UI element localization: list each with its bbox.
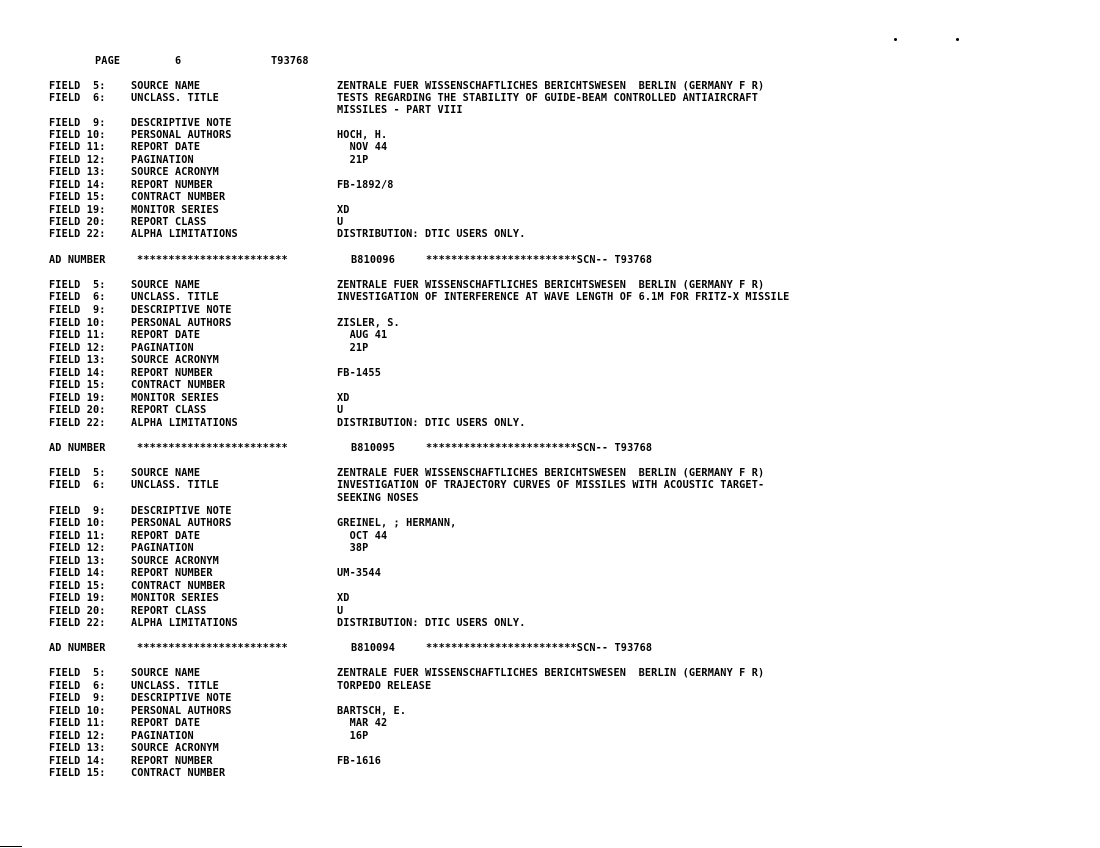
field-name: PERSONAL AUTHORS — [131, 518, 232, 529]
field-label: FIELD 6: — [49, 292, 106, 303]
field-name: PAGINATION — [131, 155, 194, 166]
field-value: FB-1616 — [337, 756, 381, 767]
field-label: FIELD 9: — [49, 305, 106, 316]
field-name: PAGINATION — [131, 543, 194, 554]
field-name: UNCLASS. TITLE — [131, 292, 219, 303]
field-name: DESCRIPTIVE NOTE — [131, 506, 232, 517]
field-value: ZENTRALE FUER WISSENSCHAFTLICHES BERICHTSWESEN BERLIN (GERMANY F R) — [337, 468, 765, 479]
field-label: FIELD 20: — [49, 606, 106, 617]
field-value: ZISLER, S. — [337, 318, 400, 329]
field-label: FIELD 5: — [49, 668, 106, 679]
field-label: FIELD 11: — [49, 718, 106, 729]
field-value: U — [337, 217, 344, 228]
field-value: ZENTRALE FUER WISSENSCHAFTLICHES BERICHTSWESEN BERLIN (GERMANY F R) — [337, 668, 765, 679]
field-value: FB-1892/8 — [337, 180, 394, 191]
ad-stars-left: ************************ — [137, 443, 288, 454]
ad-stars-right: ************************SCN-- T93768 — [426, 443, 653, 454]
field-value: TORPEDO RELEASE — [337, 681, 432, 692]
field-name: PAGINATION — [131, 731, 194, 742]
speck-mark — [894, 38, 897, 41]
field-name: PAGINATION — [131, 343, 194, 354]
field-label: FIELD 10: — [49, 706, 106, 717]
field-name: REPORT NUMBER — [131, 180, 213, 191]
field-label: FIELD 10: — [49, 318, 106, 329]
field-label: FIELD 19: — [49, 593, 106, 604]
page-label: PAGE — [95, 56, 121, 67]
field-name: REPORT DATE — [131, 142, 201, 153]
field-label: FIELD 22: — [49, 618, 106, 629]
field-name: SOURCE ACRONYM — [131, 167, 219, 178]
field-name: REPORT NUMBER — [131, 368, 213, 379]
field-name: MONITOR SERIES — [131, 393, 219, 404]
field-value: GREINEL, ; HERMANN, — [337, 518, 457, 529]
field-label: FIELD 19: — [49, 393, 106, 404]
field-name: MONITOR SERIES — [131, 205, 219, 216]
field-name: CONTRACT NUMBER — [131, 192, 226, 203]
field-name: SOURCE ACRONYM — [131, 556, 219, 567]
field-label: FIELD 15: — [49, 581, 106, 592]
field-label: FIELD 11: — [49, 531, 106, 542]
field-label: FIELD 10: — [49, 130, 106, 141]
field-value: MISSILES - PART VIII — [337, 105, 463, 116]
field-name: REPORT NUMBER — [131, 756, 213, 767]
field-name: UNCLASS. TITLE — [131, 93, 219, 104]
field-label: FIELD 14: — [49, 180, 106, 191]
field-name: REPORT NUMBER — [131, 568, 213, 579]
field-name: SOURCE NAME — [131, 668, 201, 679]
field-name: DESCRIPTIVE NOTE — [131, 693, 232, 704]
field-name: MONITOR SERIES — [131, 593, 219, 604]
field-value: XD — [337, 593, 350, 604]
field-label: FIELD 14: — [49, 368, 106, 379]
field-name: SOURCE ACRONYM — [131, 743, 219, 754]
field-label: FIELD 15: — [49, 380, 106, 391]
field-name: SOURCE NAME — [131, 280, 201, 291]
field-label: FIELD 6: — [49, 480, 106, 491]
field-value: U — [337, 606, 344, 617]
field-name: REPORT CLASS — [131, 606, 207, 617]
ad-number-label: AD NUMBER — [49, 443, 106, 454]
field-label: FIELD 12: — [49, 343, 106, 354]
field-label: FIELD 15: — [49, 192, 106, 203]
field-name: PERSONAL AUTHORS — [131, 130, 232, 141]
field-name: PERSONAL AUTHORS — [131, 706, 232, 717]
field-value: INVESTIGATION OF INTERFERENCE AT WAVE LENGTH OF 6.1M FOR FRITZ-X MISSILE — [337, 292, 790, 303]
ad-number: B810094 — [351, 643, 395, 654]
field-name: REPORT CLASS — [131, 405, 207, 416]
field-value: 16P — [337, 731, 369, 742]
field-value: XD — [337, 393, 350, 404]
field-name: DESCRIPTIVE NOTE — [131, 118, 232, 129]
field-value: ZENTRALE FUER WISSENSCHAFTLICHES BERICHTSWESEN BERLIN (GERMANY F R) — [337, 280, 765, 291]
field-name: SOURCE NAME — [131, 81, 201, 92]
field-label: FIELD 13: — [49, 556, 106, 567]
margin-mark — [0, 846, 22, 847]
ad-stars-left: ************************ — [137, 643, 288, 654]
field-label: FIELD 6: — [49, 681, 106, 692]
ad-stars-right: ************************SCN-- T93768 — [426, 255, 653, 266]
field-label: FIELD 5: — [49, 468, 106, 479]
ad-number: B810096 — [351, 255, 395, 266]
field-value: ZENTRALE FUER WISSENSCHAFTLICHES BERICHTSWESEN BERLIN (GERMANY F R) — [337, 81, 765, 92]
field-name: SOURCE ACRONYM — [131, 355, 219, 366]
field-label: FIELD 14: — [49, 568, 106, 579]
ad-number-label: AD NUMBER — [49, 643, 106, 654]
field-value: DISTRIBUTION: DTIC USERS ONLY. — [337, 618, 526, 629]
field-name: DESCRIPTIVE NOTE — [131, 305, 232, 316]
field-label: FIELD 11: — [49, 330, 106, 341]
field-label: FIELD 15: — [49, 768, 106, 779]
field-value: 38P — [337, 543, 369, 554]
speck-mark — [956, 38, 959, 41]
ad-number: B810095 — [351, 443, 395, 454]
field-label: FIELD 5: — [49, 81, 106, 92]
field-name: UNCLASS. TITLE — [131, 480, 219, 491]
field-label: FIELD 12: — [49, 731, 106, 742]
field-label: FIELD 12: — [49, 543, 106, 554]
field-label: FIELD 14: — [49, 756, 106, 767]
field-label: FIELD 9: — [49, 693, 106, 704]
field-label: FIELD 5: — [49, 280, 106, 291]
ad-stars-left: ************************ — [137, 255, 288, 266]
field-value: DISTRIBUTION: DTIC USERS ONLY. — [337, 418, 526, 429]
field-name: REPORT CLASS — [131, 217, 207, 228]
field-label: FIELD 12: — [49, 155, 106, 166]
document-id: T93768 — [271, 56, 309, 67]
field-value: DISTRIBUTION: DTIC USERS ONLY. — [337, 229, 526, 240]
field-label: FIELD 13: — [49, 167, 106, 178]
ad-number-label: AD NUMBER — [49, 255, 106, 266]
field-label: FIELD 13: — [49, 355, 106, 366]
field-value: TESTS REGARDING THE STABILITY OF GUIDE-BEAM CONTROLLED ANTIAIRCRAFT — [337, 93, 758, 104]
field-value: NOV 44 — [337, 142, 388, 153]
field-label: FIELD 9: — [49, 118, 106, 129]
field-name: SOURCE NAME — [131, 468, 201, 479]
field-value: FB-1455 — [337, 368, 381, 379]
field-label: FIELD 6: — [49, 93, 106, 104]
field-name: REPORT DATE — [131, 718, 201, 729]
field-value: INVESTIGATION OF TRAJECTORY CURVES OF MISSILES WITH ACOUSTIC TARGET- — [337, 480, 765, 491]
field-value: 21P — [337, 343, 369, 354]
field-value: MAR 42 — [337, 718, 388, 729]
field-value: 21P — [337, 155, 369, 166]
field-label: FIELD 10: — [49, 518, 106, 529]
field-label: FIELD 13: — [49, 743, 106, 754]
field-label: FIELD 22: — [49, 229, 106, 240]
ad-stars-right: ************************SCN-- T93768 — [426, 643, 653, 654]
field-name: PERSONAL AUTHORS — [131, 318, 232, 329]
field-name: CONTRACT NUMBER — [131, 380, 226, 391]
field-label: FIELD 20: — [49, 217, 106, 228]
field-name: UNCLASS. TITLE — [131, 681, 219, 692]
field-value: HOCH, H. — [337, 130, 388, 141]
field-label: FIELD 9: — [49, 506, 106, 517]
field-value: SEEKING NOSES — [337, 493, 419, 504]
field-name: REPORT DATE — [131, 330, 201, 341]
page-number: 6 — [175, 56, 182, 67]
field-value: AUG 41 — [337, 330, 388, 341]
field-name: REPORT DATE — [131, 531, 201, 542]
field-label: FIELD 11: — [49, 142, 106, 153]
field-name: CONTRACT NUMBER — [131, 581, 226, 592]
field-name: CONTRACT NUMBER — [131, 768, 226, 779]
field-label: FIELD 22: — [49, 418, 106, 429]
field-value: OCT 44 — [337, 531, 388, 542]
field-name: ALPHA LIMITATIONS — [131, 618, 238, 629]
field-value: BARTSCH, E. — [337, 706, 407, 717]
field-value: XD — [337, 205, 350, 216]
field-value: UM-3544 — [337, 568, 381, 579]
field-value: U — [337, 405, 344, 416]
field-label: FIELD 20: — [49, 405, 106, 416]
field-name: ALPHA LIMITATIONS — [131, 418, 238, 429]
field-label: FIELD 19: — [49, 205, 106, 216]
field-name: ALPHA LIMITATIONS — [131, 229, 238, 240]
